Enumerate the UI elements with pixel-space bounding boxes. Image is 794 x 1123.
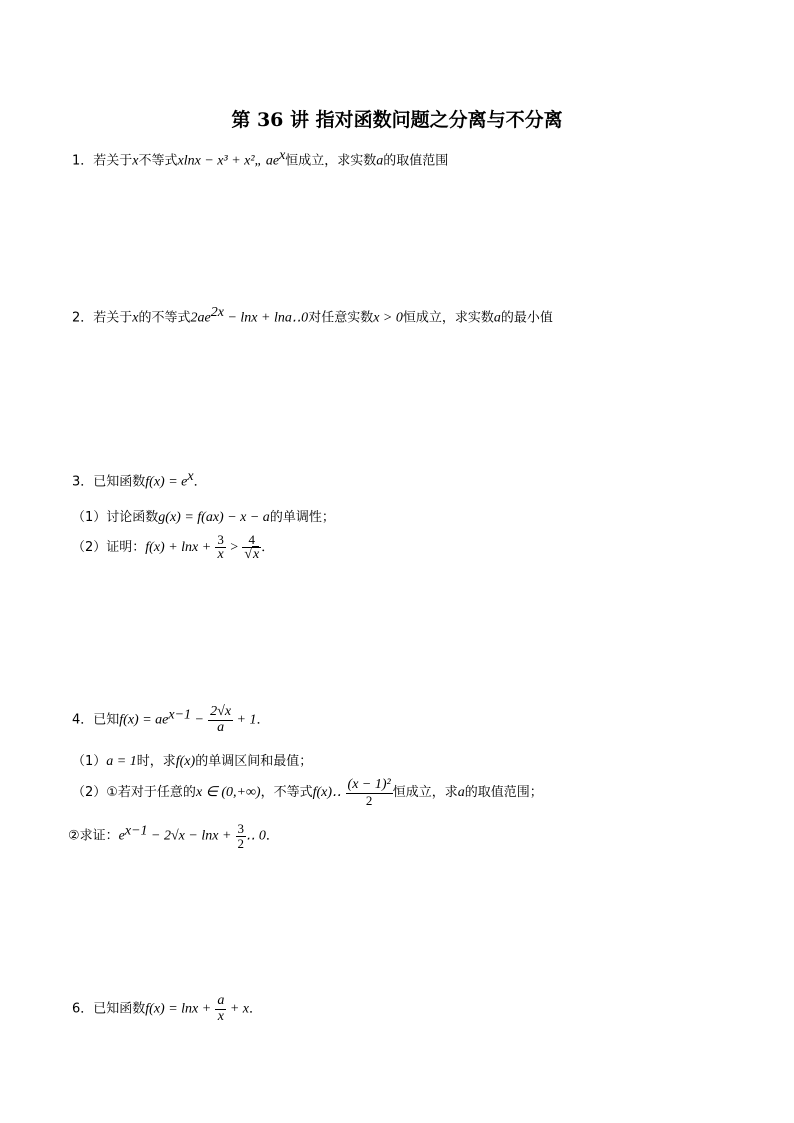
problem-1-lead: 1．若关于 [72, 153, 133, 169]
problem-3-lead: 3．已知函数 [72, 474, 146, 490]
problem-4-part-3-sup: x−1 [124, 823, 148, 839]
problem-3-part-1-expr: g(x) = f(ax) − x − a [158, 510, 270, 525]
problem-6-lead: 6．已知函数 [72, 1001, 146, 1017]
problem-4-expr3: + 1 [233, 712, 257, 728]
problem-4-part-2-lead: （2）①若对于任意的 [72, 785, 196, 801]
problem-6-fraction: $\frac{a}{x}$ [217, 993, 225, 1024]
problem-3-part-1 [72, 506, 335, 526]
problem-2-tail2: 恒成立，求实数 [402, 310, 494, 326]
problem-2 [72, 305, 553, 326]
problem-4-part-1 [72, 750, 312, 770]
problem-4-part-3 [68, 822, 279, 850]
problem-2-var: x [132, 310, 139, 326]
problem-4-part-2 [72, 778, 543, 807]
problem-3-gt: > [225, 540, 243, 556]
problem-3-part-1-end: 的单调性； [269, 510, 335, 525]
problem-4-lead: 4．已知 [72, 712, 120, 728]
problem-3-expr: f(x) = e [145, 474, 188, 490]
problem-6-end: ． [249, 1001, 263, 1017]
problem-4-end: ． [256, 712, 270, 728]
sqrt-icon: √ [244, 546, 252, 562]
problem-3-fraction-3-over-x: $\frac{3}{x}$ [217, 532, 224, 562]
problem-4-part-2-f: f(x)‥ [312, 785, 342, 801]
problem-3-fraction-4-over-sqrt-x: $\frac{4}{√x}$ [244, 532, 260, 562]
problem-1 [72, 148, 448, 169]
problem-3-end: ． [193, 474, 207, 490]
problem-1-mid: 不等式 [138, 153, 178, 169]
problem-2-mid: 的不等式 [138, 310, 191, 326]
problem-4-part-1-end: 的单调区间和最值； [195, 754, 313, 769]
problem-4-part-3-lead: ②求证： [68, 828, 119, 844]
problem-2-expr1: 2ae [190, 310, 211, 326]
problem-4-part-1-lead: （1） [72, 754, 107, 769]
problem-4-expr2: − [191, 712, 204, 728]
problem-3-part-2-expr: f(x) + lnx + [145, 540, 212, 556]
problem-4-fraction: $\frac{2√x}{a}$ [210, 704, 232, 735]
problem-1-tail: 恒成立，求实数 [285, 153, 377, 169]
problem-4-part-1-mid: 时，求 [136, 754, 176, 769]
problem-4-part-3-expr3: ‥ 0 [246, 828, 266, 844]
problem-3-part-2-lead: （2）证明： [72, 540, 146, 556]
problem-6 [72, 994, 262, 1024]
problem-2-cond: x > 0 [373, 310, 403, 326]
problem-3-part-2-end: ． [261, 540, 275, 556]
problem-4-part-1-f: f(x) [175, 754, 196, 769]
problem-4-part-1-expr: a = 1 [106, 754, 137, 769]
problem-1-a: a [376, 153, 384, 169]
problem-2-expr-sup: 2x [210, 305, 224, 320]
problem-4-part-2-end: 的取值范围； [464, 785, 543, 801]
problem-4-part-2-mid: ，不等式 [260, 785, 313, 801]
problem-3-part-1-lead: （1）讨论函数 [72, 510, 159, 525]
problem-4-part-2-tail: 恒成立，求 [392, 785, 458, 801]
problem-4-part-3-fraction: $\frac{3}{2}$ [237, 821, 245, 851]
problem-4-part-3-expr2: − 2√x − lnx + [147, 828, 232, 844]
problem-4-part-2-fraction: $\frac{\text{(x − 1)²}}{2}$ [347, 777, 391, 808]
problem-2-tail1: 对任意实数 [308, 310, 374, 326]
problem-4 [72, 705, 270, 735]
problem-4-expr-sup: x−1 [168, 707, 192, 723]
problem-4-part-2-a: a [457, 785, 465, 801]
problem-4-part-3-end: ． [265, 828, 279, 844]
problem-2-expr2: − lnx + lna‥0 [223, 310, 309, 326]
problem-2-end: 的最小值 [500, 310, 553, 326]
problem-1-end: 的取值范围 [383, 153, 449, 169]
problem-1-expr: xlnx − x³ + x²„ ae [177, 153, 280, 169]
problem-3-expr-sup: x [187, 469, 194, 484]
problem-3-part-2 [72, 533, 274, 562]
problem-6-expr1: f(x) = lnx + [145, 1001, 212, 1017]
problem-1-expr-sup: x [279, 148, 286, 163]
problem-3 [72, 469, 207, 490]
problem-4-part-2-expr: x ∈ (0,+∞) [195, 785, 261, 801]
problem-2-lead: 2．若关于 [72, 310, 133, 326]
problem-4-expr1: f(x) = ae [119, 712, 169, 728]
page-title: 第 36 讲 指对函数问题之分离与不分离 [231, 109, 563, 131]
problem-4-part-3-expr1: e [118, 828, 125, 844]
problem-2-a: a [493, 310, 501, 326]
problem-1-var: x [132, 153, 139, 169]
problem-6-expr2: + x [226, 1001, 250, 1017]
